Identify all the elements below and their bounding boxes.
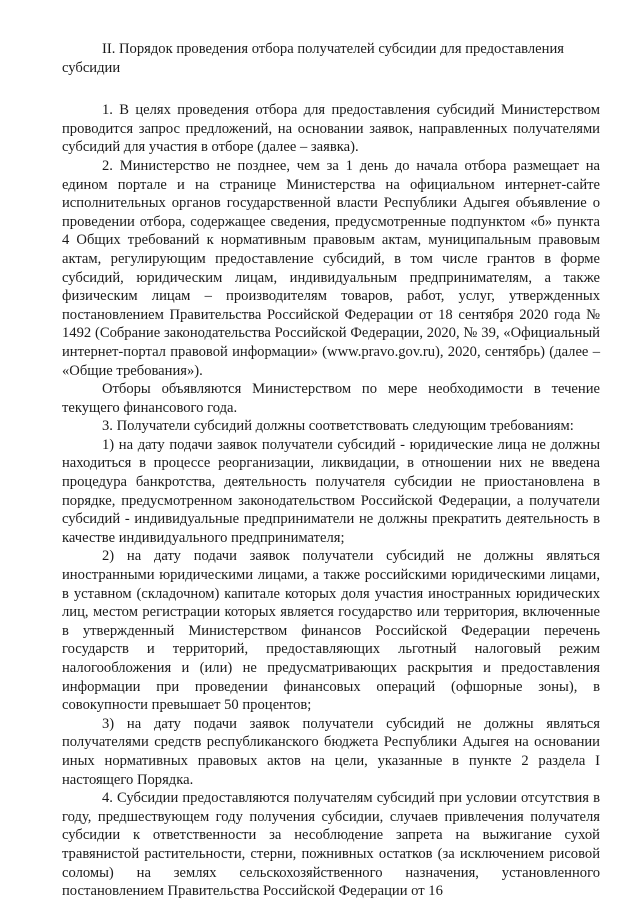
paragraph-5: 1) на дату подачи заявок получатели субсидий - юридические лица не должны находиться в процессе реорганизации, ликвидации, в отношении них не введена процедура банкротства, деятельность получателя субсидии не приостановлена в порядке, предусмотренном законодательством Российской Федерации, а получатели субсидий - индивидуальные предприниматели не должны прекратить деятельность в качестве индивидуального предпринимателя; — [62, 436, 600, 546]
paragraph-4: 3. Получатели субсидий должны соответствовать следующим требованиям: — [102, 418, 574, 435]
paragraph-6: 2) на дату подачи заявок получатели субсидий не должны являться иностранными юридическими лицами, а также российскими юридическими лицами, в уставном (складочном) капитале которых доля участия иностранных юридических лиц, местом регистрации которых является государство или территория, включенные в утвержденный Министерством финансов Российской Федерации перечень государств и территорий, предоставляющих льготный налоговый режим налогообложения и (или) не предусматривающих раскрытия и предоставления информации при проведении финансовых операций (офшорные зоны), в совокупности превышает 50 процентов; — [62, 548, 600, 714]
document-page — [62, 38, 600, 901]
section-heading: II. Порядок проведения отбора получателей субсидии для предоставления субсидии — [62, 41, 564, 76]
paragraph-7: 3) на дату подачи заявок получатели субсидий не должны являться получателями средств республиканского бюджета Республики Адыгея на основании иных нормативных правовых актов на цели, указанные в пункте 2 раздела I настоящего Порядка. — [62, 715, 600, 788]
paragraph-3: Отборы объявляются Министерством по мере необходимости в течение текущего финансового года. — [62, 381, 600, 416]
paragraph-1: 1. В целях проведения отбора для предоставления субсидий Министерством проводится запрос предложений, на основании заявок, направленных получателями субсидий для участия в отборе (далее – заявка). — [62, 102, 600, 156]
paragraph-2: 2. Министерство не позднее, чем за 1 день до начала отбора размещает на едином портале и на странице Министерства на официальном интернет-сайте исполнительных органов государственной власти Республики Адыгея объявление о проведении отбора, содержащее сведения, предусмотренные подпунктом «б» пункта 4 Общих требований к нормативным правовым актам, муниципальным правовым актам, регулирующим предоставление субсидий, в том числе грантов в форме субсидий, юридическим лицам, индивидуальным предпринимателям, а также физическим лицам – производителям товаров, работ, услуг, утвержденных постановлением Правительства Российской Федерации от 18 сентября 2020 года № 1492 (Собрание законодательства Российской Федерации, 2020, № 39, «Официальный интернет-портал правовой информации» (www.pravo.gov.ru), 2020, сентябрь) (далее – «Общие требования»). — [62, 157, 600, 379]
paragraph-8: 4. Субсидии предоставляются получателям субсидий при условии отсутствия в году, предшествующем году получения субсидии, случаев привлечения получателя субсидии к ответственности за несоблюдение запрета на выжигание сухой травянистой растительности, стерни, пожнивных остатков (за исключением рисовой соломы) на землях сельскохозяйственного назначения, установленного постановлением Правительства Российской Федерации от 16 — [62, 790, 600, 900]
